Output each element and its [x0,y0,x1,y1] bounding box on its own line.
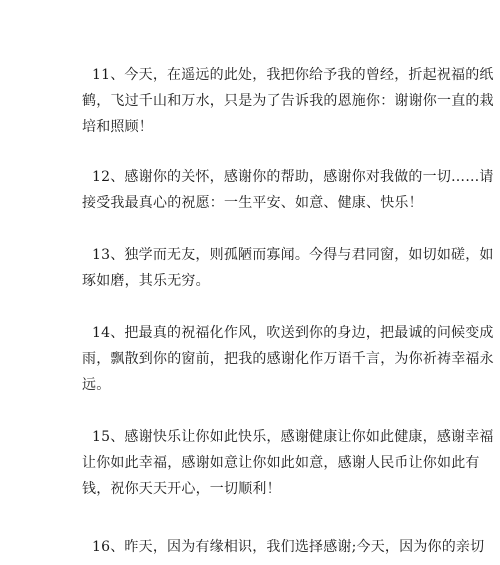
paragraph-13 [82,242,494,294]
paragraph-16 [82,534,485,560]
paragraph-line: 16、昨天，因为有缘相识，我们选择感谢;今天，因为你的亲切 [92,539,485,555]
paragraph-line: 培和照顾！ [82,119,153,135]
paragraph-line: 琢如磨，其乐无穷。 [82,273,210,289]
paragraph-line: 接受我最真心的祝愿：一生平安、如意、健康、快乐！ [82,195,423,211]
paragraph-line: 雨，飘散到你的窗前，把我的感谢化作万语千言，为你祈祷幸福永 [82,351,494,367]
paragraph-line: 让你如此幸福，感谢如意让你如此如意，感谢人民币让你如此有 [82,455,480,471]
paragraph-line: 11、今天，在遥远的此处，我把你给予我的曾经，折起祝福的纸 [92,67,494,83]
paragraph-line: 14、把最真的祝福化作风，吹送到你的身边，把最诚的问候变成 [92,325,494,341]
paragraph-15 [82,424,494,502]
paragraph-line: 远。 [82,377,111,393]
paragraph-line: 15、感谢快乐让你如此快乐，感谢健康让你如此健康，感谢幸福 [92,429,494,445]
paragraph-11 [82,62,494,140]
paragraph-12 [82,164,494,216]
paragraph-line: 钱，祝你天天开心，一切顺利！ [82,481,281,497]
paragraph-line: 13、独学而无友，则孤陋而寡闻。今得与君同窗，如切如磋，如 [92,247,494,263]
paragraph-14 [82,320,494,398]
paragraph-line: 12、感谢你的关怀，感谢你的帮助，感谢你对我做的一切……请 [92,169,494,185]
paragraph-line: 鹤，飞过千山和万水，只是为了告诉我的恩施你：谢谢你一直的栽 [82,93,494,109]
